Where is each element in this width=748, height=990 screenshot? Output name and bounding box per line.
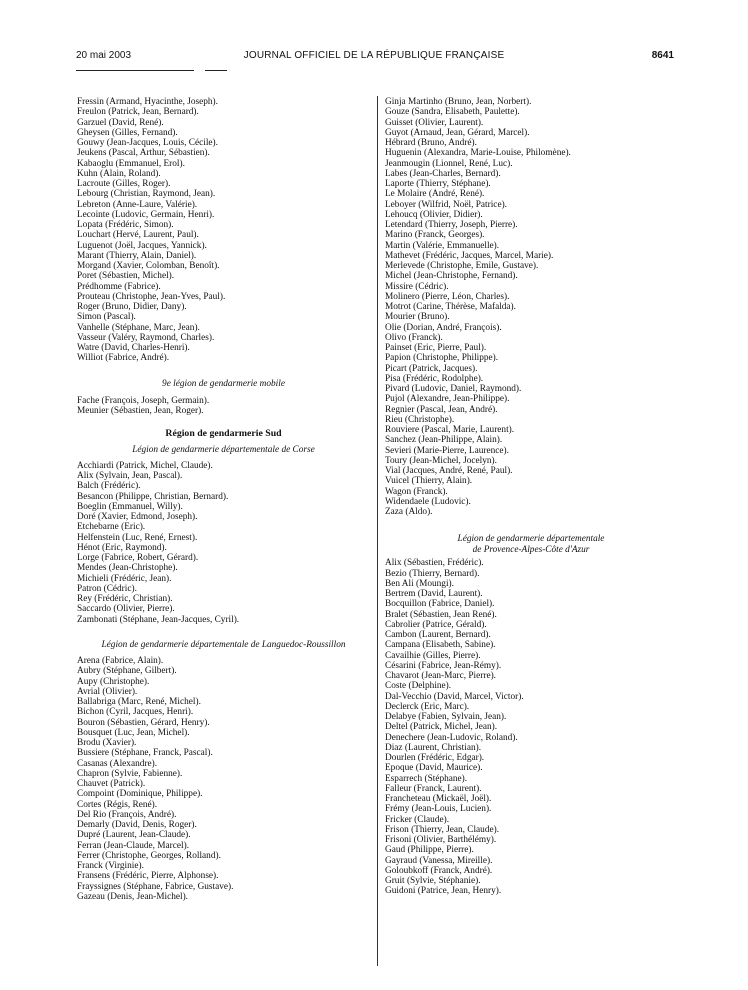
section-heading-corse: Légion de gendarmerie départementale de Corse	[132, 444, 315, 455]
name-entry: Cabrolier (Patrice, Gérald).	[385, 619, 487, 630]
name-entry: Leboyer (Wilfrid, Noël, Patrice).	[385, 199, 507, 210]
name-entry: Brodu (Xavier).	[77, 738, 137, 748]
name-list	[77, 396, 370, 417]
region-heading: Région de gendarmerie Sud	[165, 428, 282, 440]
name-entry: Bezio (Thierry, Bernard).	[385, 568, 480, 579]
name-entry: Gouwy (Jean-Jacques, Louis, Cécile).	[77, 138, 218, 148]
name-entry: Vanhelle (Stéphane, Marc, Jean).	[77, 322, 200, 333]
name-entry: Le Molaire (André, René).	[385, 189, 485, 200]
name-entry: Laporte (Thierry, Stéphane).	[385, 179, 491, 189]
column-divider	[377, 96, 378, 966]
name-entry: Poret (Sébastien, Michel).	[77, 271, 175, 282]
name-entry: Vuicel (Thierry, Alain).	[385, 476, 473, 487]
name-entry: Fricker (Claude).	[385, 814, 450, 825]
name-entry: Hébrard (Bruno, André).	[385, 138, 477, 148]
name-entry: Huguenin (Alexandra, Marie-Louise, Philomène).	[385, 148, 571, 159]
header-rule-left	[76, 70, 194, 71]
name-entry: Bichon (Cyril, Jacques, Henri).	[77, 707, 194, 718]
page-number: 8641	[651, 50, 674, 61]
name-entry: Vial (Jacques, André, René, Paul).	[385, 466, 513, 476]
name-entry: Lecointe (Ludovic, Germain, Henri).	[77, 209, 215, 220]
left-column	[77, 97, 370, 902]
name-entry: Roger (Bruno, Didier, Dany).	[77, 302, 187, 312]
name-entry: Avrial (Olivier).	[77, 686, 138, 697]
name-entry: Franck (Virginie).	[77, 861, 144, 871]
name-entry: Pujol (Alexandre, Jean-Philippe).	[385, 394, 510, 405]
name-entry: Ben Ali (Moungi).	[385, 578, 454, 589]
section-heading-paca-line1: Légion de gendarmerie départementale	[457, 534, 605, 545]
section-heading-paca	[385, 534, 677, 555]
name-entry: Olie (Dorian, André, François).	[385, 322, 502, 333]
name-entry: Williot (Fabrice, André).	[77, 353, 170, 364]
name-entry: Goloubkoff (Franck, André).	[385, 865, 493, 876]
name-entry: Marino (Franck, Georges).	[385, 230, 485, 241]
name-entry: Morgand (Xavier, Colomban, Benoît).	[77, 261, 220, 271]
name-entry: Bousquet (Luc, Jean, Michel).	[77, 727, 190, 738]
name-list	[77, 461, 370, 625]
name-entry: Besancon (Philippe, Christian, Bernard).	[77, 491, 229, 502]
section-heading-paca-line2: de Provence-Alpes-Côte d'Azur	[472, 544, 590, 555]
name-entry: Bertrem (David, Laurent).	[385, 589, 483, 599]
name-entry: Rey (Frédéric, Christian).	[77, 594, 173, 604]
name-entry: Frayssignes (Stéphane, Fabrice, Gustave).	[77, 881, 234, 892]
name-entry: Lopata (Frédéric, Simon).	[77, 220, 174, 230]
name-entry: Guyot (Arnaud, Jean, Gérard, Marcel).	[385, 127, 530, 138]
name-list	[385, 97, 677, 517]
name-entry: Michieli (Frédéric, Jean).	[77, 573, 172, 584]
header-title: JOURNAL OFFICIEL DE LA RÉPUBLIQUE FRANÇAISE	[243, 50, 505, 61]
name-entry: Picart (Patrick, Jacques).	[385, 363, 478, 374]
name-entry: Letendard (Thierry, Joseph, Pierre).	[385, 220, 518, 230]
name-entry: Cavailhie (Gilles, Pierre).	[385, 650, 481, 661]
name-list	[77, 656, 370, 902]
name-entry: Lebourg (Christian, Raymond, Jean).	[77, 189, 216, 200]
name-entry: Gaud (Philippe, Pierre).	[385, 845, 474, 856]
name-entry: Ballabriga (Marc, René, Michel).	[77, 697, 201, 707]
name-entry: Guisset (Olivier, Laurent).	[385, 117, 484, 128]
name-entry: Frisoni (Olivier, Barthélémy).	[385, 835, 497, 845]
name-entry: Aubry (Stéphane, Gilbert).	[77, 666, 177, 677]
name-entry: Chapron (Sylvie, Fabienne).	[77, 768, 183, 779]
name-entry: Campana (Elisabeth, Sabine).	[385, 640, 496, 651]
name-entry: Dupré (Laurent, Jean-Claude).	[77, 830, 191, 841]
name-list	[77, 97, 370, 364]
name-entry: Alix (Sébastien, Frédéric).	[385, 558, 484, 569]
name-entry: Molinero (Pierre, Léon, Charles).	[385, 291, 510, 302]
name-entry: Michel (Jean-Christophe, Fernand).	[385, 271, 518, 282]
name-entry: Chavarot (Jean-Marc, Pierre).	[385, 671, 496, 681]
name-entry: Bussiere (Stéphane, Franck, Pascal).	[77, 748, 213, 759]
right-column	[385, 97, 677, 897]
name-entry: Painset (Eric, Pierre, Paul).	[385, 343, 487, 353]
name-entry: Del Rio (François, André).	[77, 809, 177, 820]
name-entry: Sanchez (Jean-Philippe, Alain).	[385, 435, 503, 446]
name-entry: Jeukens (Pascal, Arthur, Sébastien).	[77, 148, 210, 159]
name-entry: Bocquillon (Fabrice, Daniel).	[385, 599, 495, 610]
name-entry: Ginja Martinho (Bruno, Jean, Norbert).	[385, 97, 532, 107]
name-entry: Balch (Frédéric).	[77, 481, 141, 492]
name-entry: Louchart (Hervé, Laurent, Paul).	[77, 230, 199, 241]
name-entry: Casanas (Alexandre).	[77, 758, 158, 769]
name-entry: Lacroute (Gilles, Roger).	[77, 179, 171, 189]
name-entry: Patron (Cédric).	[77, 583, 137, 594]
name-entry: Luguenot (Joël, Jacques, Yannick).	[77, 240, 207, 251]
name-entry: Vasseur (Valéry, Raymond, Charles).	[77, 332, 215, 343]
name-entry: Jeanmougin (Lionnel, René, Luc).	[385, 158, 513, 169]
name-entry: Bralet (Sébastien, Jean René).	[385, 609, 497, 620]
name-entry: Garzuel (David, René).	[77, 117, 164, 128]
name-entry: Zaza (Aldo).	[385, 507, 433, 517]
name-entry: Hénot (Eric, Raymond).	[77, 542, 167, 553]
name-entry: Rieu (Christophe).	[385, 414, 455, 425]
name-entry: Regnier (Pascal, Jean, André).	[385, 404, 498, 415]
name-entry: Epoque (David, Maurice).	[385, 763, 483, 774]
name-entry: Frison (Thierry, Jean, Claude).	[385, 824, 500, 835]
name-entry: Gruit (Sylvie, Stéphanie).	[385, 876, 481, 886]
name-entry: Falleur (Franck, Laurent).	[385, 783, 482, 794]
name-entry: Gheysen (Gilles, Fernand).	[77, 127, 178, 138]
name-entry: Kabaoglu (Emmanuel, Erol).	[77, 158, 185, 169]
name-entry: Césarini (Fabrice, Jean-Rémy).	[385, 660, 502, 671]
name-entry: Watre (David, Charles-Henri).	[77, 343, 190, 353]
section-heading-mobile: 9e légion de gendarmerie mobile	[162, 378, 285, 389]
name-entry: Merlevede (Christophe, Emile, Gustave).	[385, 261, 539, 271]
name-entry: Lorge (Fabrice, Robert, Gérard).	[77, 553, 199, 563]
name-entry: Papion (Christophe, Philippe).	[385, 353, 499, 364]
name-entry: Rouviere (Pascal, Marie, Laurent).	[385, 425, 515, 435]
name-entry: Gayraud (Vanessa, Mireille).	[385, 855, 493, 866]
name-entry: Simon (Pascal).	[77, 312, 136, 323]
name-entry: Fransens (Frédéric, Pierre, Alphonse).	[77, 871, 219, 882]
name-entry: Coste (Delphine).	[385, 681, 452, 692]
name-entry: Toury (Jean-Michel, Jocelyn).	[385, 455, 497, 466]
name-entry: Freulon (Patrick, Jean, Bernard).	[77, 107, 199, 118]
name-entry: Saccardo (Olivier, Pierre).	[77, 604, 175, 615]
page-header	[0, 50, 748, 64]
name-entry: Delabye (Fabien, Sylvain, Jean).	[385, 712, 507, 722]
name-entry: Cortes (Régis, René).	[77, 799, 158, 810]
header-rule-mid	[205, 70, 227, 71]
name-entry: Mathevet (Frédéric, Jacques, Marcel, Marie).	[385, 250, 554, 261]
section-heading-languedoc: Légion de gendarmerie départementale de Languedoc-Roussillon	[101, 639, 346, 650]
name-entry: Acchiardi (Patrick, Michel, Claude).	[77, 460, 213, 471]
name-entry: Gazeau (Denis, Jean-Michel).	[77, 891, 188, 902]
name-entry: Mendes (Jean-Christophe).	[77, 563, 178, 574]
name-list	[385, 558, 677, 896]
name-entry: Gouze (Sandra, Elisabeth, Paulette).	[385, 107, 520, 118]
name-entry: Prédhomme (Fabrice).	[77, 281, 161, 292]
name-entry: Ferrer (Christophe, Georges, Rolland).	[77, 850, 221, 861]
name-entry: Frémy (Jean-Louis, Lucien).	[385, 804, 492, 815]
name-entry: Mourier (Bruno).	[385, 312, 450, 323]
header-date: 20 mai 2003	[76, 50, 132, 61]
name-entry: Helfenstein (Luc, René, Ernest).	[77, 532, 198, 543]
name-entry: Fache (François, Joseph, Germain).	[77, 395, 210, 406]
name-entry: Bouron (Sébastien, Gérard, Henry).	[77, 717, 210, 728]
name-entry: Boeglin (Emmanuel, Willy).	[77, 501, 183, 512]
name-entry: Labes (Jean-Charles, Bernard).	[385, 168, 501, 179]
name-entry: Doré (Xavier, Edmond, Joseph).	[77, 512, 198, 522]
name-entry: Ferran (Jean-Claude, Marcel).	[77, 840, 190, 851]
name-entry: Zambonati (Stéphane, Jean-Jacques, Cyril).	[77, 614, 240, 625]
name-entry: Martin (Valérie, Emmanuelle).	[385, 240, 500, 251]
name-entry: Dourlen (Frédéric, Edgar).	[385, 753, 485, 763]
name-entry: Diaz (Laurent, Christian).	[385, 742, 482, 753]
name-entry: Wagon (Franck).	[385, 486, 448, 497]
name-entry: Arena (Fabrice, Alain).	[77, 656, 164, 666]
name-entry: Marant (Thierry, Alain, Daniel).	[77, 250, 197, 261]
name-entry: Lebreton (Anne-Laure, Valérie).	[77, 199, 198, 210]
name-entry: Demarly (David, Denis, Roger).	[77, 820, 197, 830]
name-entry: Pivard (Ludovic, Daniel, Raymond).	[385, 384, 522, 394]
name-entry: Olivo (Franck).	[385, 332, 443, 343]
name-entry: Kuhn (Alain, Roland).	[77, 168, 161, 179]
name-entry: Motrot (Carine, Thérèse, Mafalda).	[385, 302, 516, 312]
name-entry: Fressin (Armand, Hyacinthe, Joseph).	[77, 97, 218, 107]
name-entry: Lehoucq (Olivier, Didier).	[385, 209, 483, 220]
name-entry: Cambon (Laurent, Bernard).	[385, 630, 491, 640]
name-entry: Widendaele (Ludovic).	[385, 496, 471, 507]
name-entry: Chauvet (Patrick).	[77, 779, 146, 789]
name-entry: Deltel (Patrick, Michel, Jean).	[385, 722, 498, 733]
name-entry: Guidoni (Patrice, Jean, Henry).	[385, 886, 502, 897]
name-entry: Sevieri (Marie-Pierre, Laurence).	[385, 445, 509, 456]
name-entry: Declerck (Eric, Marc).	[385, 701, 470, 712]
name-entry: Alix (Sylvain, Jean, Pascal).	[77, 471, 183, 481]
name-entry: Denechere (Jean-Ludovic, Roland).	[385, 732, 518, 743]
name-entry: Dal-Vecchio (David, Marcel, Victor).	[385, 691, 524, 702]
name-entry: Pisa (Frédéric, Rodolphe).	[385, 373, 484, 384]
name-entry: Prouteau (Christophe, Jean-Yves, Paul).	[77, 291, 226, 302]
name-entry: Etchebarne (Eric).	[77, 522, 146, 533]
name-entry: Compoint (Dominique, Philippe).	[77, 789, 203, 800]
name-entry: Missire (Cédric).	[385, 281, 449, 292]
name-entry: Meunier (Sébastien, Jean, Roger).	[77, 406, 204, 416]
name-entry: Aupy (Christophe).	[77, 676, 150, 687]
name-entry: Esparrech (Stéphane).	[385, 773, 468, 784]
name-entry: Francheteau (Mickaël, Joël).	[385, 794, 492, 804]
